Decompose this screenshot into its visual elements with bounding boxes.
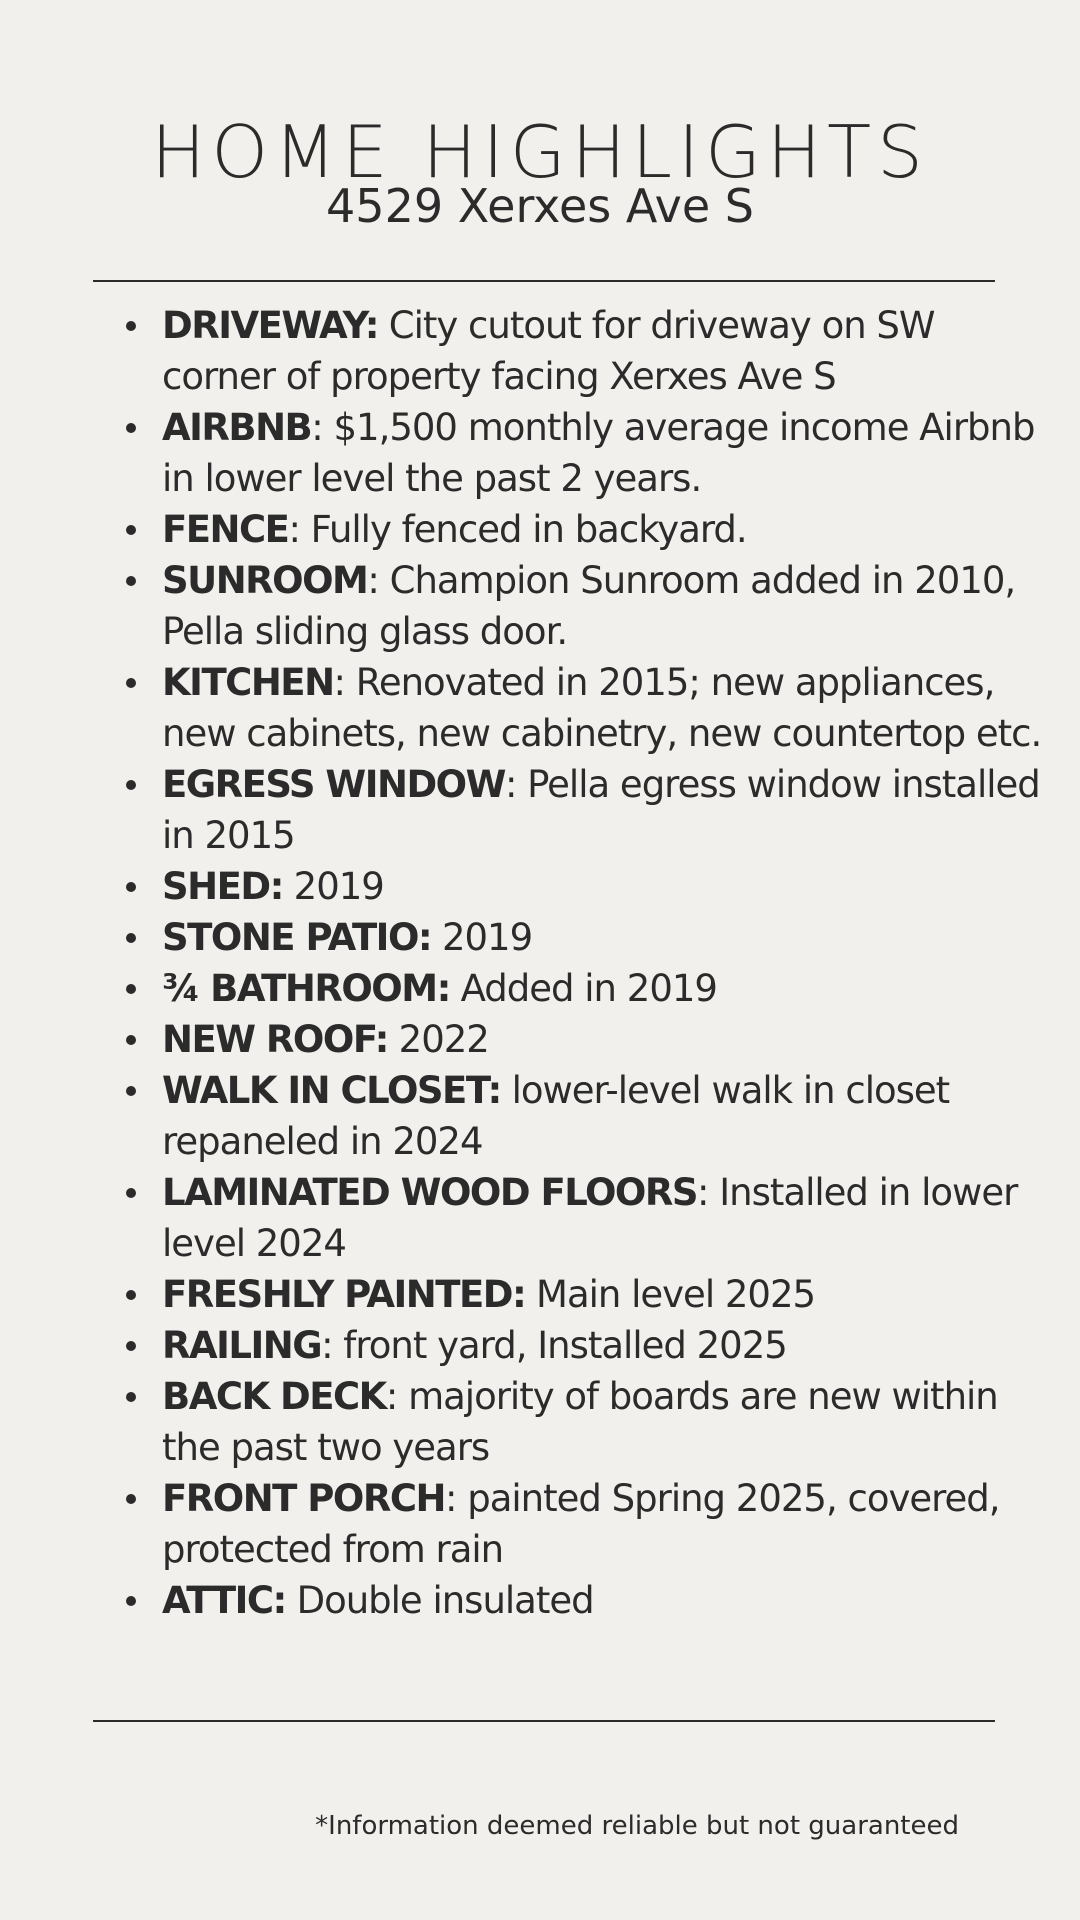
bullet-icon xyxy=(126,1596,136,1606)
bullet-icon xyxy=(126,882,136,892)
highlight-item xyxy=(162,402,1042,504)
highlight-item xyxy=(162,657,1042,759)
bullet-icon xyxy=(126,1035,136,1045)
highlight-label: SUNROOM xyxy=(162,559,368,602)
highlight-label: SHED: xyxy=(162,865,283,908)
highlight-text: City cutout for driveway on SW corner of property facing Xerxes Ave S xyxy=(162,304,935,398)
highlight-text: Double insulated xyxy=(285,1579,594,1622)
bullet-icon xyxy=(126,780,136,790)
highlight-label: ¾ BATHROOM: xyxy=(162,967,450,1010)
highlight-label: KITCHEN xyxy=(162,661,334,704)
highlight-item xyxy=(162,300,1042,402)
highlight-label: BACK DECK xyxy=(162,1375,386,1418)
highlight-text: : Installed in lower level 2024 xyxy=(162,1171,1018,1265)
highlight-text: 2019 xyxy=(431,916,533,959)
highlight-label: STONE PATIO: xyxy=(162,916,432,959)
bullet-icon xyxy=(126,1290,136,1300)
highlight-label: NEW ROOF: xyxy=(162,1018,388,1061)
highlight-item xyxy=(162,1065,1042,1167)
highlight-item xyxy=(162,1371,1042,1473)
highlight-label: FRONT PORCH xyxy=(162,1477,445,1520)
highlight-item xyxy=(162,861,1042,912)
bullet-icon xyxy=(126,1341,136,1351)
highlight-item xyxy=(162,504,1042,555)
highlight-text: : majority of boards are new within the past two years xyxy=(162,1375,998,1469)
highlight-text: Added in 2019 xyxy=(449,967,717,1010)
highlight-text: 2022 xyxy=(387,1018,489,1061)
highlight-text: : Fully fenced in backyard. xyxy=(288,508,747,551)
highlight-label: FRESHLY PAINTED: xyxy=(162,1273,526,1316)
highlight-label: ATTIC: xyxy=(162,1579,286,1622)
highlight-item xyxy=(162,1167,1042,1269)
highlight-label: AIRBNB xyxy=(162,406,312,449)
highlights-list xyxy=(124,300,1042,1626)
highlight-text: : painted Spring 2025, covered, protected from rain xyxy=(162,1477,1000,1571)
highlight-label: RAILING xyxy=(162,1324,322,1367)
bullet-icon xyxy=(126,678,136,688)
bullet-icon xyxy=(126,1392,136,1402)
highlight-text: : Renovated in 2015; new appliances, new cabinets, new cabinetry, new countertop etc. xyxy=(162,661,1042,755)
highlight-item xyxy=(162,1575,1042,1626)
highlight-text: : Pella egress window installed in 2015 xyxy=(162,763,1040,857)
highlight-item xyxy=(162,1269,1042,1320)
highlight-item xyxy=(162,555,1042,657)
highlight-text: : $1,500 monthly average income Airbnb in lower level the past 2 years. xyxy=(162,406,1035,500)
bullet-icon xyxy=(126,576,136,586)
bullet-icon xyxy=(126,984,136,994)
bullet-icon xyxy=(126,525,136,535)
highlight-label: WALK IN CLOSET: xyxy=(162,1069,501,1112)
highlight-label: EGRESS WINDOW xyxy=(162,763,505,806)
bullet-icon xyxy=(126,1188,136,1198)
highlight-item xyxy=(162,1473,1042,1575)
bullet-icon xyxy=(126,1086,136,1096)
bullet-icon xyxy=(126,321,136,331)
highlight-text: : front yard, Installed 2025 xyxy=(321,1324,787,1367)
highlight-text: 2019 xyxy=(282,865,384,908)
top-divider xyxy=(93,280,995,282)
highlight-item xyxy=(162,912,1042,963)
highlight-item xyxy=(162,759,1042,861)
highlight-item xyxy=(162,1014,1042,1065)
highlight-text: lower-level walk in closet repaneled in 2024 xyxy=(162,1069,950,1163)
bullet-icon xyxy=(126,933,136,943)
highlight-item xyxy=(162,963,1042,1014)
disclaimer: *Information deemed reliable but not guaranteed xyxy=(315,1811,959,1841)
highlight-item xyxy=(162,1320,1042,1371)
bottom-divider xyxy=(93,1720,995,1722)
page-subtitle-address: 4529 Xerxes Ave S xyxy=(326,179,754,233)
highlight-label: FENCE xyxy=(162,508,289,551)
highlight-text: Main level 2025 xyxy=(525,1273,816,1316)
bullet-icon xyxy=(126,1494,136,1504)
bullet-icon xyxy=(126,423,136,433)
highlight-label: DRIVEWAY: xyxy=(162,304,378,347)
highlight-label: LAMINATED WOOD FLOORS xyxy=(162,1171,698,1214)
page-title: HOME HIGHLIGHTS xyxy=(151,110,929,194)
highlight-text: : Champion Sunroom added in 2010, Pella sliding glass door. xyxy=(162,559,1016,653)
